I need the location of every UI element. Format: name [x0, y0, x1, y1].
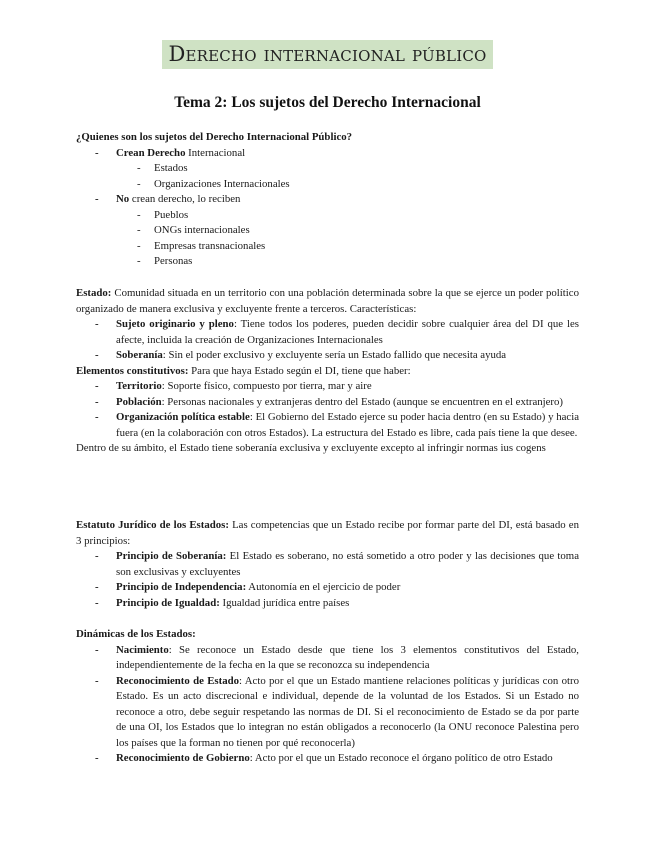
dinamicas-section: [76, 627, 579, 767]
caracteristicas-list: [76, 317, 579, 364]
crean-label: Crean Derecho: [116, 146, 186, 159]
list-item: [116, 596, 579, 612]
no-label: No: [116, 193, 130, 205]
sujetos-section: [76, 130, 579, 270]
crean-sublist: [116, 161, 579, 192]
item-label: Organización política estable: [116, 411, 250, 423]
list-item: [116, 379, 579, 395]
sujetos-list: [76, 146, 579, 270]
elementos-list: [76, 379, 579, 441]
item-text: : Acto por el que un Estado reconoce el órgano político de otro Estado: [249, 752, 553, 764]
list-item: [116, 580, 579, 596]
estado-section: [76, 286, 579, 457]
list-item: - Organizaciones Internacionales: [154, 177, 579, 193]
no-sublist: [116, 208, 579, 270]
estatuto-heading: [76, 518, 579, 549]
list-item: [116, 395, 579, 411]
principios-list: [76, 549, 579, 611]
list-item: - Empresas transnacionales: [154, 239, 579, 255]
item-text: : El Gobierno del Estado ejerce su poder hacia dentro (en su Estado) y hacia fuera (en la colaboración con otros Estados). La estructura del Estado es libre, cada país tiene la que desee.: [116, 411, 580, 439]
list-item: [116, 146, 579, 193]
elementos-text: Para que haya Estado según el DI, tiene que haber:: [188, 364, 411, 377]
item-label: Reconocimiento de Estado: [116, 674, 239, 687]
dinamicas-heading: Dinámicas de los Estados:: [76, 628, 196, 640]
list-item: - Estados: [154, 161, 579, 177]
list-item: [116, 549, 579, 580]
estado-label: Estado:: [76, 287, 112, 299]
elementos-label: Elementos constitutivos:: [76, 364, 189, 377]
estatuto-section: [76, 518, 579, 611]
item-label: Territorio: [116, 380, 162, 392]
list-item: - Personas: [154, 254, 579, 270]
list-item: [116, 317, 579, 348]
crean-text: Internacional: [185, 146, 246, 159]
elementos-heading: [76, 364, 579, 380]
item-label: Principio de Igualdad:: [116, 596, 220, 609]
dinamicas-list: [76, 643, 579, 767]
item-label: Principio de Soberanía:: [116, 550, 227, 562]
list-item: [116, 348, 579, 364]
item-text: : Personas nacionales y extranjeras dentro del Estado (aunque se encuentren en el extranjero): [161, 395, 564, 408]
item-text: : Soporte físico, compuesto por tierra, mar y aire: [161, 380, 372, 392]
item-text: : Tiene todos los poderes, pueden decidir sobre cualquier área del DI que les afecte, incluida la creación de Organizaciones Internacionales: [116, 318, 579, 346]
item-label: Nacimiento: [116, 643, 169, 656]
list-item: [116, 410, 579, 441]
list-item: [116, 192, 579, 270]
estado-definition: [76, 286, 579, 317]
item-label: Población: [116, 395, 162, 408]
item-text: El Estado es soberano, no está sometido a otro poder y las decisiones que toma son exclusivas y excluyentes: [116, 550, 579, 578]
item-label: Reconocimiento de Gobierno: [116, 752, 250, 764]
list-item: - Pueblos: [154, 208, 579, 224]
item-text: Igualdad jurídica entre países: [219, 596, 350, 609]
estado-closing: Dentro de su ámbito, el Estado tiene soberanía exclusiva y excluyente excepto al infringir normas ius cogens: [76, 442, 546, 454]
sujetos-heading: ¿Quienes son los sujetos del Derecho Internacional Público?: [76, 131, 353, 143]
document-subtitle: Tema 2: Los sujetos del Derecho Internacional: [174, 94, 481, 111]
item-label: Soberanía: [116, 349, 163, 361]
estatuto-label: Estatuto Jurídico de los Estados:: [76, 519, 229, 531]
estado-def-text: Comunidad situada en un territorio con una población determinada sobre la que se ejerce un poder político organizado de manera exclusiva y excluyente frente a terceros. Características:: [76, 287, 579, 315]
list-item: [116, 751, 579, 767]
title-wrap: [0, 40, 655, 69]
estatuto-text: Las competencias que un Estado recibe por formar parte del DI, está basado en 3 principios:: [76, 519, 579, 547]
item-text: : Sin el poder exclusivo y excluyente sería un Estado fallido que necesita ayuda: [162, 349, 507, 361]
document-title: Derecho internacional público: [162, 40, 492, 69]
list-item: [116, 643, 579, 674]
item-label: Sujeto originario y pleno: [116, 318, 234, 330]
list-item: - ONGs internacionales: [154, 223, 579, 239]
no-text: crean derecho, lo reciben: [129, 193, 241, 205]
item-label: Principio de Independencia:: [116, 581, 247, 593]
item-text: : Acto por el que un Estado mantiene relaciones políticas y jurídicas con otro Estado. Es un acto discrecional e individual, depende de la voluntad de los Estados. Si un Estado no reconoce a otro, debe seguir respetando las normas de DI. Si el reconocimiento de Estado se da por parte de una OI, los Estados que lo integran no están obligados a reconocerlo (la ONU reconoce Palestina pero los países que la forman no tienen por qué reconocerla): [116, 674, 579, 749]
item-text: Autonomía en el ejercicio de poder: [246, 581, 401, 593]
item-text: : Se reconoce un Estado desde que tiene los 3 elementos constitutivos del Estado, independientemente de la fecha en la que se reconozca su independencia: [116, 643, 579, 671]
list-item: [116, 674, 579, 752]
